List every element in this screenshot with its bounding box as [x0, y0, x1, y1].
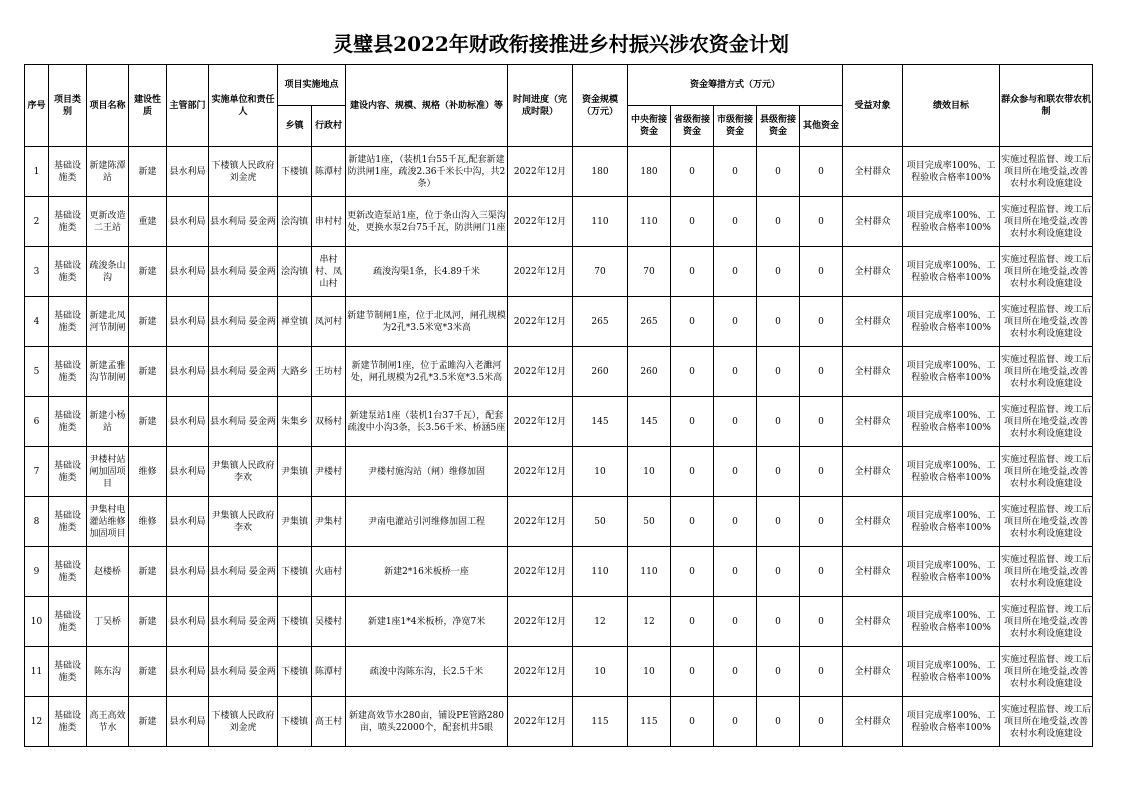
cell-category: 基础设施类 — [49, 647, 87, 697]
cell-category: 基础设施类 — [49, 347, 87, 397]
cell-name: 尹集村电灌站维修加固项目 — [87, 497, 129, 547]
cell-goal: 项目完成率100%、工程验收合格率100% — [903, 497, 1000, 547]
cell-village: 吴楼村 — [312, 597, 346, 647]
cell-dept: 县水利局 — [167, 297, 209, 347]
cell-goal: 项目完成率100%、工程验收合格率100% — [903, 447, 1000, 497]
cell-nature: 新建 — [129, 597, 167, 647]
cell-beneficiary: 全村群众 — [843, 347, 903, 397]
cell-seq: 5 — [25, 347, 49, 397]
cell-provincial: 0 — [671, 597, 714, 647]
cell-village: 双杨村 — [312, 397, 346, 447]
header-content: 建设内容、规模、规格（补助标准）等 — [346, 65, 508, 147]
cell-provincial: 0 — [671, 447, 714, 497]
cell-category: 基础设施类 — [49, 397, 87, 447]
cell-town: 朱集乡 — [278, 397, 312, 447]
cell-name: 疏浚条山沟 — [87, 247, 129, 297]
cell-unit: 尹集镇人民政府 李欢 — [209, 497, 278, 547]
cell-city: 0 — [714, 547, 757, 597]
cell-category: 基础设施类 — [49, 597, 87, 647]
cell-town: 浍沟镇 — [278, 247, 312, 297]
header-central: 中央衔接资金 — [628, 106, 671, 147]
cell-village: 陈潭村 — [312, 647, 346, 697]
cell-nature: 新建 — [129, 247, 167, 297]
cell-name: 丁吴桥 — [87, 597, 129, 647]
cell-name: 更新改造二王站 — [87, 197, 129, 247]
cell-unit: 下楼镇人民政府 刘金虎 — [209, 147, 278, 197]
cell-provincial: 0 — [671, 247, 714, 297]
cell-town: 下楼镇 — [278, 647, 312, 697]
cell-other: 0 — [800, 697, 843, 747]
cell-schedule: 2022年12月 — [508, 347, 573, 397]
cell-seq: 6 — [25, 397, 49, 447]
cell-unit: 县水利局 晏金两 — [209, 397, 278, 447]
cell-category: 基础设施类 — [49, 447, 87, 497]
cell-central: 260 — [628, 347, 671, 397]
cell-category: 基础设施类 — [49, 147, 87, 197]
table-row — [25, 297, 1093, 347]
cell-goal: 项目完成率100%、工程验收合格率100% — [903, 547, 1000, 597]
cell-beneficiary: 全村群众 — [843, 597, 903, 647]
cell-goal: 项目完成率100%、工程验收合格率100% — [903, 297, 1000, 347]
cell-beneficiary: 全村群众 — [843, 697, 903, 747]
cell-beneficiary: 全村群众 — [843, 147, 903, 197]
cell-provincial: 0 — [671, 647, 714, 697]
cell-other: 0 — [800, 247, 843, 297]
cell-nature: 维修 — [129, 497, 167, 547]
cell-dept: 县水利局 — [167, 597, 209, 647]
cell-scale: 50 — [573, 497, 628, 547]
cell-name: 新建陈潭站 — [87, 147, 129, 197]
cell-county: 0 — [757, 447, 800, 497]
cell-seq: 10 — [25, 597, 49, 647]
cell-beneficiary: 全村群众 — [843, 547, 903, 597]
cell-central: 110 — [628, 197, 671, 247]
cell-scale: 260 — [573, 347, 628, 397]
table-row — [25, 497, 1093, 547]
cell-mechanism: 实施过程监督、竣工后项目所在地受益,改善农村水利设施建设 — [1000, 297, 1093, 347]
header-county: 县级衔接资金 — [757, 106, 800, 147]
cell-category: 基础设施类 — [49, 697, 87, 747]
cell-goal: 项目完成率100%、工程验收合格率100% — [903, 247, 1000, 297]
cell-mechanism: 实施过程监督、竣工后项目所在地受益,改善农村水利设施建设 — [1000, 647, 1093, 697]
cell-goal: 项目完成率100%、工程验收合格率100% — [903, 397, 1000, 447]
cell-village: 陈潭村 — [312, 147, 346, 197]
header-city: 市级衔接资金 — [714, 106, 757, 147]
header-name: 项目名称 — [87, 65, 129, 147]
cell-goal: 项目完成率100%、工程验收合格率100% — [903, 647, 1000, 697]
cell-city: 0 — [714, 597, 757, 647]
cell-unit: 下楼镇人民政府刘金虎 — [209, 697, 278, 747]
cell-village: 尹集村 — [312, 497, 346, 547]
cell-mechanism: 实施过程监督、竣工后项目所在地受益,改善农村水利设施建设 — [1000, 597, 1093, 647]
cell-other: 0 — [800, 447, 843, 497]
cell-village: 火庙村 — [312, 547, 346, 597]
cell-town: 尹集镇 — [278, 497, 312, 547]
cell-name: 赵楼桥 — [87, 547, 129, 597]
cell-schedule: 2022年12月 — [508, 647, 573, 697]
cell-nature: 新建 — [129, 397, 167, 447]
cell-county: 0 — [757, 497, 800, 547]
cell-scale: 10 — [573, 647, 628, 697]
cell-mechanism: 实施过程监督、竣工后项目所在地受益,改善农村水利设施建设 — [1000, 547, 1093, 597]
cell-city: 0 — [714, 347, 757, 397]
cell-central: 265 — [628, 297, 671, 347]
cell-mechanism: 实施过程监督、竣工后项目所在地受益,改善农村水利设施建设 — [1000, 197, 1093, 247]
cell-county: 0 — [757, 647, 800, 697]
cell-nature: 新建 — [129, 697, 167, 747]
header-row-1 — [25, 65, 1093, 106]
cell-town: 下楼镇 — [278, 547, 312, 597]
cell-other: 0 — [800, 497, 843, 547]
cell-village: 凤河村 — [312, 297, 346, 347]
cell-dept: 县水利局 — [167, 197, 209, 247]
cell-goal: 项目完成率100%、工程验收合格率100% — [903, 597, 1000, 647]
cell-dept: 县水利局 — [167, 697, 209, 747]
table-row — [25, 247, 1093, 297]
cell-other: 0 — [800, 547, 843, 597]
table-row — [25, 447, 1093, 497]
cell-category: 基础设施类 — [49, 297, 87, 347]
cell-other: 0 — [800, 297, 843, 347]
cell-county: 0 — [757, 197, 800, 247]
cell-village: 王坊村 — [312, 347, 346, 397]
cell-category: 基础设施类 — [49, 247, 87, 297]
header-nature: 建设性质 — [129, 65, 167, 147]
cell-scale: 180 — [573, 147, 628, 197]
cell-central: 10 — [628, 447, 671, 497]
page-title: 灵璧县2022年财政衔接推进乡村振兴涉农资金计划 — [333, 32, 789, 56]
cell-seq: 1 — [25, 147, 49, 197]
cell-provincial: 0 — [671, 697, 714, 747]
cell-county: 0 — [757, 697, 800, 747]
cell-scale: 115 — [573, 697, 628, 747]
cell-county: 0 — [757, 547, 800, 597]
cell-seq: 2 — [25, 197, 49, 247]
cell-village: 串村村、凤山村 — [312, 247, 346, 297]
cell-scale: 110 — [573, 197, 628, 247]
cell-city: 0 — [714, 297, 757, 347]
header-beneficiary: 受益对象 — [843, 65, 903, 147]
cell-goal: 项目完成率100%、工程验收合格率100% — [903, 347, 1000, 397]
cell-city: 0 — [714, 247, 757, 297]
cell-city: 0 — [714, 647, 757, 697]
cell-city: 0 — [714, 397, 757, 447]
cell-content: 新建泵站1座（装机1台37千瓦），配套疏浚中小沟3条，长3.56千米、桥涵5座 — [346, 397, 508, 447]
table-row — [25, 547, 1093, 597]
header-mechanism: 群众参与和联农带农机制 — [1000, 65, 1093, 147]
cell-nature: 新建 — [129, 297, 167, 347]
cell-nature: 重建 — [129, 197, 167, 247]
cell-content: 尹楼村施沟站（闸）维修加固 — [346, 447, 508, 497]
cell-scale: 145 — [573, 397, 628, 447]
cell-schedule: 2022年12月 — [508, 597, 573, 647]
cell-mechanism: 实施过程监督、竣工后项目所在地受益,改善农村水利设施建设 — [1000, 697, 1093, 747]
cell-county: 0 — [757, 247, 800, 297]
cell-name: 新建孟雅沟节制闸 — [87, 347, 129, 397]
header-village: 行政村 — [312, 106, 346, 147]
cell-mechanism: 实施过程监督、竣工后项目所在地受益,改善农村水利设施建设 — [1000, 447, 1093, 497]
table-row — [25, 397, 1093, 447]
cell-provincial: 0 — [671, 147, 714, 197]
cell-scale: 265 — [573, 297, 628, 347]
header-location: 项目实施地点 — [278, 65, 346, 106]
table-row — [25, 597, 1093, 647]
cell-central: 115 — [628, 697, 671, 747]
cell-content: 新建1座1*4米板桥，净宽7米 — [346, 597, 508, 647]
cell-city: 0 — [714, 197, 757, 247]
cell-provincial: 0 — [671, 297, 714, 347]
header-category: 项目类别 — [49, 65, 87, 147]
cell-county: 0 — [757, 297, 800, 347]
cell-category: 基础设施类 — [49, 497, 87, 547]
cell-beneficiary: 全村群众 — [843, 197, 903, 247]
cell-unit: 县水利局 晏金两 — [209, 297, 278, 347]
cell-content: 尹南电灌站引河维修加固工程 — [346, 497, 508, 547]
cell-village: 串村村 — [312, 197, 346, 247]
cell-town: 大路乡 — [278, 347, 312, 397]
cell-unit: 县水利局 晏金两 — [209, 597, 278, 647]
cell-unit: 县水利局 晏金两 — [209, 197, 278, 247]
header-provincial: 省级衔接资金 — [671, 106, 714, 147]
cell-nature: 新建 — [129, 347, 167, 397]
cell-schedule: 2022年12月 — [508, 247, 573, 297]
cell-schedule: 2022年12月 — [508, 447, 573, 497]
header-dept: 主管部门 — [167, 65, 209, 147]
cell-dept: 县水利局 — [167, 397, 209, 447]
header-goal: 绩效目标 — [903, 65, 1000, 147]
cell-name: 高王高效节水 — [87, 697, 129, 747]
cell-nature: 新建 — [129, 147, 167, 197]
cell-central: 110 — [628, 547, 671, 597]
cell-name: 新建北凤河节制闸 — [87, 297, 129, 347]
cell-goal: 项目完成率100%、工程验收合格率100% — [903, 147, 1000, 197]
cell-central: 50 — [628, 497, 671, 547]
cell-other: 0 — [800, 197, 843, 247]
cell-other: 0 — [800, 647, 843, 697]
cell-provincial: 0 — [671, 497, 714, 547]
cell-content: 新建节制闸1座，位于孟雎沟入老濉河处，闸孔规模为2孔*3.5米宽*3.5米高 — [346, 347, 508, 397]
cell-unit: 尹集镇人民政府 李欢 — [209, 447, 278, 497]
cell-village: 高王村 — [312, 697, 346, 747]
cell-mechanism: 实施过程监督、竣工后项目所在地受益,改善农村水利设施建设 — [1000, 147, 1093, 197]
cell-seq: 3 — [25, 247, 49, 297]
table-body — [25, 147, 1093, 747]
cell-schedule: 2022年12月 — [508, 497, 573, 547]
cell-schedule: 2022年12月 — [508, 397, 573, 447]
table-row — [25, 347, 1093, 397]
cell-beneficiary: 全村群众 — [843, 297, 903, 347]
cell-beneficiary: 全村群众 — [843, 447, 903, 497]
funding-plan-table — [24, 64, 1093, 747]
cell-dept: 县水利局 — [167, 447, 209, 497]
cell-nature: 维修 — [129, 447, 167, 497]
cell-seq: 4 — [25, 297, 49, 347]
cell-unit: 县水利局 晏金两 — [209, 647, 278, 697]
cell-other: 0 — [800, 347, 843, 397]
cell-provincial: 0 — [671, 547, 714, 597]
cell-content: 更新改造泵站1座，位于条山沟入三渠沟处，更换水泵2台75千瓦，防洪闸门1座 — [346, 197, 508, 247]
header-scale: 资金规模（万元） — [573, 65, 628, 147]
cell-seq: 11 — [25, 647, 49, 697]
cell-city: 0 — [714, 497, 757, 547]
cell-beneficiary: 全村群众 — [843, 247, 903, 297]
cell-goal: 项目完成率100%、工程验收合格率100% — [903, 197, 1000, 247]
cell-dept: 县水利局 — [167, 647, 209, 697]
cell-content: 疏浚中沟陈东沟，长2.5千米 — [346, 647, 508, 697]
cell-dept: 县水利局 — [167, 247, 209, 297]
cell-county: 0 — [757, 347, 800, 397]
cell-seq: 9 — [25, 547, 49, 597]
cell-town: 下楼镇 — [278, 697, 312, 747]
cell-content: 新建高效节水280亩，铺设PE管路280亩，喷头22000个，配套机井5眼 — [346, 697, 508, 747]
cell-city: 0 — [714, 697, 757, 747]
cell-category: 基础设施类 — [49, 547, 87, 597]
header-other: 其他资金 — [800, 106, 843, 147]
cell-unit: 县水利局 晏金两 — [209, 547, 278, 597]
cell-schedule: 2022年12月 — [508, 297, 573, 347]
cell-provincial: 0 — [671, 197, 714, 247]
cell-town: 下楼镇 — [278, 147, 312, 197]
cell-beneficiary: 全村群众 — [843, 647, 903, 697]
cell-content: 新建节制闸1座，位于北凤河，闸孔规模为2孔*3.5米宽*3米高 — [346, 297, 508, 347]
cell-mechanism: 实施过程监督、竣工后项目所在地受益,改善农村水利设施建设 — [1000, 347, 1093, 397]
header-funding: 资金筹措方式（万元） — [628, 65, 843, 106]
cell-schedule: 2022年12月 — [508, 147, 573, 197]
cell-central: 70 — [628, 247, 671, 297]
cell-other: 0 — [800, 147, 843, 197]
cell-other: 0 — [800, 397, 843, 447]
cell-central: 145 — [628, 397, 671, 447]
header-seq: 序号 — [25, 65, 49, 147]
cell-dept: 县水利局 — [167, 147, 209, 197]
cell-name: 尹楼村站闸加固项目 — [87, 447, 129, 497]
cell-dept: 县水利局 — [167, 497, 209, 547]
cell-county: 0 — [757, 147, 800, 197]
cell-content: 新建2*16米板桥一座 — [346, 547, 508, 597]
cell-town: 下楼镇 — [278, 597, 312, 647]
cell-category: 基础设施类 — [49, 197, 87, 247]
header-unit: 实施单位和责任人 — [209, 65, 278, 147]
cell-town: 禅堂镇 — [278, 297, 312, 347]
cell-name: 新建小杨站 — [87, 397, 129, 447]
header-town: 乡镇 — [278, 106, 312, 147]
cell-schedule: 2022年12月 — [508, 697, 573, 747]
cell-village: 尹楼村 — [312, 447, 346, 497]
cell-central: 180 — [628, 147, 671, 197]
cell-unit: 县水利局 晏金两 — [209, 347, 278, 397]
table-row — [25, 697, 1093, 747]
cell-scale: 70 — [573, 247, 628, 297]
cell-mechanism: 实施过程监督、竣工后项目所在地受益,改善农村水利设施建设 — [1000, 247, 1093, 297]
cell-schedule: 2022年12月 — [508, 197, 573, 247]
cell-provincial: 0 — [671, 397, 714, 447]
cell-provincial: 0 — [671, 347, 714, 397]
cell-unit: 县水利局 晏金两 — [209, 247, 278, 297]
cell-other: 0 — [800, 597, 843, 647]
cell-dept: 县水利局 — [167, 547, 209, 597]
cell-seq: 8 — [25, 497, 49, 547]
table-row — [25, 197, 1093, 247]
cell-county: 0 — [757, 597, 800, 647]
cell-mechanism: 实施过程监督、竣工后项目所在地受益,改善农村水利设施建设 — [1000, 497, 1093, 547]
cell-seq: 7 — [25, 447, 49, 497]
table-row — [25, 647, 1093, 697]
cell-town: 浍沟镇 — [278, 197, 312, 247]
table-row — [25, 147, 1093, 197]
cell-scale: 110 — [573, 547, 628, 597]
cell-schedule: 2022年12月 — [508, 547, 573, 597]
cell-nature: 新建 — [129, 647, 167, 697]
cell-seq: 12 — [25, 697, 49, 747]
header-schedule: 时间进度（完成时限） — [508, 65, 573, 147]
cell-scale: 10 — [573, 447, 628, 497]
cell-goal: 项目完成率100%、工程验收合格率100% — [903, 697, 1000, 747]
cell-name: 陈东沟 — [87, 647, 129, 697]
cell-nature: 新建 — [129, 547, 167, 597]
cell-beneficiary: 全村群众 — [843, 397, 903, 447]
cell-town: 尹集镇 — [278, 447, 312, 497]
cell-mechanism: 实施过程监督、竣工后项目所在地受益,改善农村水利设施建设 — [1000, 397, 1093, 447]
cell-dept: 县水利局 — [167, 347, 209, 397]
cell-content: 疏浚沟渠1条，长4.89千米 — [346, 247, 508, 297]
cell-central: 12 — [628, 597, 671, 647]
cell-central: 10 — [628, 647, 671, 697]
cell-city: 0 — [714, 147, 757, 197]
cell-county: 0 — [757, 397, 800, 447]
cell-scale: 12 — [573, 597, 628, 647]
cell-city: 0 — [714, 447, 757, 497]
cell-beneficiary: 全村群众 — [843, 497, 903, 547]
cell-content: 新建站1座，（装机1台55千瓦,配套新建防洪闸1座，疏浚2.36千米长中沟，共2条） — [346, 147, 508, 197]
